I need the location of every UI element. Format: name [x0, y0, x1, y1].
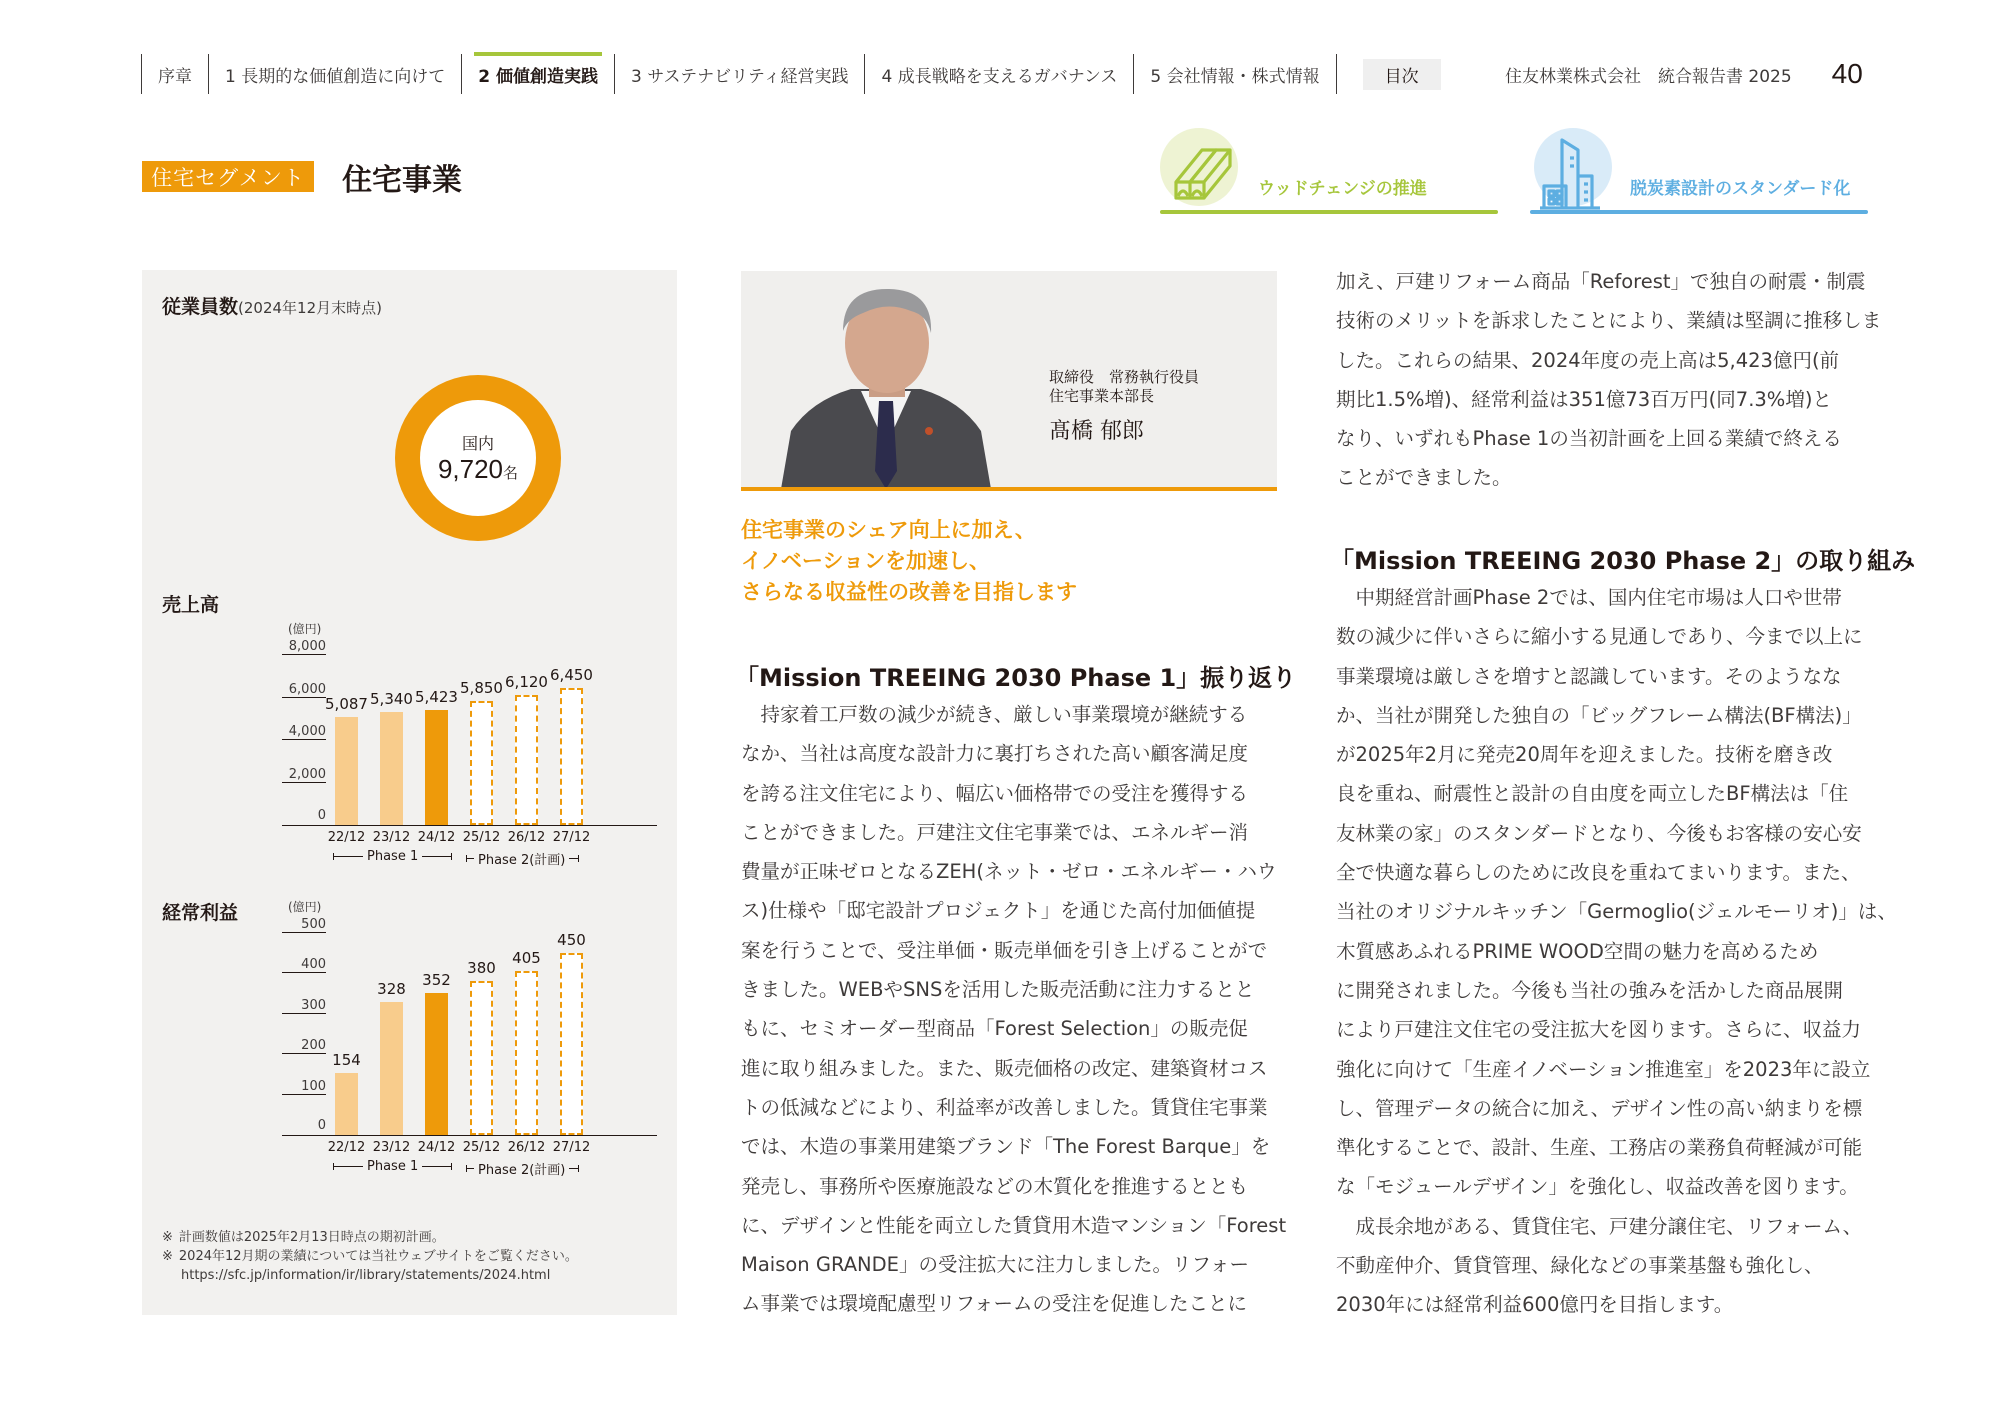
- bar-25-12: [470, 981, 493, 1135]
- note-mark: ※: [162, 1249, 173, 1264]
- body-text-line: 案を行うことで、受注単価・販売単価を引き上げることがで: [741, 938, 1268, 962]
- page-title: 住宅事業: [342, 163, 462, 198]
- y-tick-label: 300: [282, 999, 326, 1014]
- body-text-line: では、木造の事業用建築ブランド「The Forest Barque」を: [741, 1135, 1271, 1159]
- bar-value-label: 6,450: [550, 665, 593, 684]
- tag-label: ウッドチェンジの推進: [1258, 179, 1427, 199]
- body-text-line: 数の減少に伴いさらに縮小する見通しであり、今まで以上に: [1336, 625, 1863, 649]
- bar-22-12: [335, 717, 358, 825]
- bar-value-label: 405: [512, 949, 541, 968]
- x-tick-label: 27/12: [552, 830, 591, 845]
- body-text-line: 持家着工戸数の減少が続き、厳しい事業環境が継続する: [741, 703, 1248, 726]
- body-text-line: に、デザインと性能を両立した賃貸用木造マンション「Forest: [741, 1213, 1287, 1237]
- headline-line: さらなる収益性の改善を目指します: [741, 580, 1077, 604]
- x-tick-label: 24/12: [417, 830, 456, 845]
- y-axis-unit: (億円): [288, 622, 322, 636]
- nav-tab-sustainability[interactable]: 3 サステナビリティ経営実践: [614, 54, 865, 94]
- employees-subtitle: (2024年12月末時点): [238, 299, 382, 317]
- phase2-bracket: [466, 849, 579, 868]
- section-heading-phase1: 「Mission TREEING 2030 Phase 1」振り返り: [735, 664, 1297, 692]
- bar-value-label: 450: [557, 931, 586, 950]
- portrait-divider: [741, 487, 1277, 491]
- phase1-bracket: [333, 1159, 452, 1174]
- y-axis-unit: (億円): [288, 900, 322, 914]
- body-text-line: し、管理データの統合に加え、デザイン性の高い納まりを標: [1336, 1096, 1863, 1120]
- tag-wood-change: [1160, 124, 1498, 214]
- headline-line: 住宅事業のシェア向上に加え、: [741, 518, 1036, 542]
- body-text-line: 加え、戸建リフォーム商品「Reforest」で独自の耐震・制震: [1336, 270, 1866, 293]
- footnote: [162, 1247, 578, 1266]
- phase1-bracket: [333, 849, 452, 864]
- bar-23-12: [380, 712, 403, 825]
- bar-value-label: 328: [377, 980, 406, 999]
- x-tick-label: 26/12: [507, 830, 546, 845]
- body-text-line: 強化に向けて「生産イノベーション推進室」を2023年に設立: [1336, 1057, 1871, 1081]
- y-tick-label: 500: [282, 918, 326, 933]
- y-tick-label: 200: [282, 1039, 326, 1054]
- body-text-line: もに、セミオーダー型商品「Forest Selection」の販売促: [741, 1017, 1248, 1041]
- footnote: [162, 1228, 578, 1247]
- report-title: 住友林業株式会社 統合報告書 2025: [1505, 66, 1792, 87]
- x-tick-label: 23/12: [372, 830, 411, 845]
- body-text-line: きました。WEBやSNSを活用した販売活動に注力するとと: [741, 978, 1255, 1002]
- key-figures-panel: [142, 270, 677, 1315]
- bar-value-label: 352: [422, 970, 451, 989]
- page-number: 40: [1831, 58, 1863, 89]
- employees-count: 9,720: [437, 454, 504, 484]
- body-text-line: 友林業の家」のスタンダードとなり、今後もお客様の安心安: [1336, 821, 1862, 845]
- bar-value-label: 6,120: [505, 672, 548, 691]
- body-text-line: ム事業では環境配慮型リフォームの受注を促進したことに: [741, 1292, 1248, 1316]
- phase2-label: Phase 2(計画): [478, 853, 566, 868]
- x-tick-label: 23/12: [372, 1140, 411, 1155]
- bar-24-12: [425, 993, 448, 1135]
- phase1-label: Phase 1: [367, 849, 419, 864]
- body-text-line: Maison GRANDE」の受注拡大に注力しました。リフォー: [741, 1253, 1249, 1277]
- body-text-line: なり、いずれもPhase 1の当初計画を上回る業績で終える: [1336, 427, 1842, 451]
- note-mark: ※: [162, 1230, 173, 1245]
- phase2-bracket: [466, 1159, 579, 1178]
- bar-25-12: [470, 701, 493, 825]
- body-text-line: ことができました。: [1336, 466, 1512, 490]
- sales-chart: [142, 590, 677, 890]
- body-text-line: した。これらの結果、2024年度の売上高は5,423億円(前: [1336, 348, 1840, 372]
- bar-26-12: [515, 971, 538, 1135]
- executive-photo: [781, 271, 991, 489]
- employees-title-text: 従業員数: [162, 296, 239, 318]
- chart-title: 経常利益: [162, 902, 239, 924]
- body-text-line: 不動産仲介、賃貸管理、緑化などの事業基盤も強化し、: [1336, 1254, 1824, 1278]
- toc-button-wrap: [1336, 54, 1441, 94]
- body-text-line: 成長余地がある、賃貸住宅、戸建分譲住宅、リフォーム、: [1336, 1214, 1863, 1238]
- x-tick-label: 27/12: [552, 1140, 591, 1155]
- nav-tab-long-term-value[interactable]: 1 長期的な価値創造に向けて: [208, 54, 461, 94]
- bar-value-label: 154: [332, 1050, 361, 1069]
- employees-unit: 名: [503, 465, 519, 482]
- body-text-line: ス)仕様や「邸宅設計プロジェクト」を通じた高付加価値提: [741, 899, 1256, 923]
- executive-title-line2: 住宅事業本部長: [1049, 387, 1155, 405]
- nav-tab-prologue[interactable]: 序章: [141, 54, 208, 94]
- body-text-line: か、当社が開発した独自の「ビッグフレーム構法(BF構法)」: [1336, 703, 1862, 727]
- phase2-body: [1336, 578, 1897, 1325]
- top-navigation: [141, 54, 1441, 94]
- segment-badge: 住宅セグメント: [142, 161, 314, 192]
- ordinary-profit-chart: [142, 898, 677, 1198]
- chart-title: 売上高: [162, 594, 220, 616]
- body-text-line: 2030年には経常利益600億円を目指します。: [1336, 1293, 1734, 1317]
- phase1-label: Phase 1: [367, 1159, 419, 1174]
- x-axis-line: [282, 1135, 657, 1136]
- x-axis-line: [282, 825, 657, 826]
- x-tick-label: 25/12: [462, 830, 501, 845]
- footnote-url: [162, 1266, 578, 1285]
- y-tick-label: 8,000: [282, 640, 326, 655]
- tag-decarbonized-design: [1530, 124, 1868, 214]
- header-right: [1505, 58, 1863, 90]
- body-text-line: を誇る注文住宅により、幅広い価格帯での受注を獲得する: [741, 781, 1249, 805]
- body-text-line: 費量が正味ゼロとなるZEH(ネット・ゼロ・エネルギー・ハウ: [741, 860, 1277, 884]
- body-text-line: 中期経営計画Phase 2では、国内住宅市場は人口や世帯: [1336, 586, 1842, 609]
- body-text-line: 当社のオリジナルキッチン「Germoglio(ジェルモーリオ)」は、: [1336, 900, 1897, 924]
- y-tick-label: 4,000: [282, 725, 326, 740]
- y-tick-label: 400: [282, 958, 326, 973]
- bar-value-label: 5,423: [415, 687, 458, 706]
- ir-statements-link[interactable]: https://sfc.jp/information/ir/library/statements/2024.html: [181, 1268, 551, 1283]
- nav-tab-value-creation-practice[interactable]: 2 価値創造実践: [461, 54, 614, 94]
- y-tick-label: 0: [317, 808, 326, 823]
- body-text-line: なか、当社は高度な設計力に裏打ちされた高い顧客満足度: [741, 742, 1249, 766]
- body-text-line: 技術のメリットを訴求したことにより、業績は堅調に推移しま: [1336, 309, 1882, 333]
- section-heading-phase2: 「Mission TREEING 2030 Phase 2」の取り組み: [1330, 547, 1916, 575]
- toc-button[interactable]: 目次: [1363, 59, 1441, 90]
- bar-value-label: 380: [467, 959, 496, 978]
- x-tick-label: 26/12: [507, 1140, 546, 1155]
- executive-title-line1: 取締役 常務執行役員: [1049, 368, 1200, 386]
- body-text-line: 良を重ね、耐震性と設計の自由度を両立したBF構法は「住: [1336, 782, 1849, 806]
- bar-24-12: [425, 710, 448, 825]
- lumber-icon: [1172, 138, 1234, 202]
- phase1-body-col2: [741, 695, 1286, 1324]
- employees-donut: [395, 375, 561, 541]
- body-text-line: トの低減などにより、利益率が改善しました。賃貸住宅事業: [741, 1095, 1268, 1119]
- tag-label: 脱炭素設計のスタンダード化: [1630, 179, 1851, 199]
- bar-22-12: [335, 1073, 358, 1135]
- bar-23-12: [380, 1002, 403, 1135]
- bar-value-label: 5,850: [460, 678, 503, 697]
- headline-line: イノベーションを加速し、: [741, 549, 991, 573]
- y-tick-label: 6,000: [282, 683, 326, 698]
- body-text-line: により戸建注文住宅の受注拡大を図ります。さらに、収益力: [1336, 1018, 1861, 1042]
- x-tick-label: 22/12: [327, 1140, 366, 1155]
- footnotes: [162, 1228, 578, 1285]
- y-tick-label: 0: [317, 1118, 326, 1133]
- bar-27-12: [560, 688, 583, 825]
- note-text: 2024年12月期の業績については当社ウェブサイトをご覧ください。: [178, 1249, 578, 1264]
- phase2-label: Phase 2(計画): [478, 1163, 566, 1178]
- body-text-line: 進に取り組みました。また、販売価格の改定、建築資材コス: [741, 1056, 1268, 1080]
- phase1-body-col3: [1336, 262, 1881, 498]
- body-text-line: に開発されました。今後も当社の強みを活かした商品展開: [1336, 978, 1844, 1002]
- bar-value-label: 5,087: [325, 694, 368, 713]
- employees-label: 国内: [461, 434, 494, 453]
- body-text-line: ことができました。戸建注文住宅事業では、エネルギー消: [741, 820, 1249, 844]
- body-text-line: な「モジュールデザイン」を強化し、収益改善を図ります。: [1336, 1175, 1859, 1199]
- y-tick-label: 2,000: [282, 768, 326, 783]
- body-text-line: 事業環境は厳しさを増すと認識しています。そのようなな: [1336, 664, 1842, 688]
- bar-value-label: 5,340: [370, 689, 413, 708]
- donut-center: [420, 400, 536, 516]
- note-text: 計画数値は2025年2月13日時点の期初計画。: [178, 1230, 445, 1245]
- body-text-line: 木質感あふれるPRIME WOOD空間の魅力を高めるため: [1336, 939, 1819, 963]
- executive-portrait-panel: [741, 271, 1277, 491]
- nav-tab-governance[interactable]: 4 成長戦略を支えるガバナンス: [864, 54, 1133, 94]
- body-text-line: が2025年2月に発売20周年を迎えました。技術を磨き改: [1336, 743, 1833, 767]
- body-text-line: 期比1.5%増)、経常利益は351億73百万円(同7.3%増)と: [1336, 387, 1832, 411]
- nav-tab-company-info[interactable]: 5 会社情報・株式情報: [1133, 54, 1335, 94]
- executive-name: 髙橋 郁郎: [1049, 419, 1144, 444]
- buildings-icon: [1540, 130, 1614, 210]
- x-tick-label: 25/12: [462, 1140, 501, 1155]
- y-tick-label: 100: [282, 1080, 326, 1095]
- executive-title: [1049, 368, 1199, 406]
- employees-title: [162, 292, 382, 319]
- x-tick-label: 24/12: [417, 1140, 456, 1155]
- x-tick-label: 22/12: [327, 830, 366, 845]
- body-text-line: 全で快適な暮らしのために改良を重ねてまいります。また、: [1336, 861, 1861, 885]
- bar-26-12: [515, 695, 538, 825]
- body-text-line: 発売し、事務所や医療施設などの木質化を推進するととも: [741, 1174, 1249, 1198]
- tag-underline: [1160, 210, 1498, 214]
- tag-underline: [1530, 210, 1868, 214]
- bar-27-12: [560, 953, 583, 1135]
- body-text-line: 準化することで、設計、生産、工務店の業務負荷軽減が可能: [1336, 1136, 1863, 1160]
- headline-message: [741, 515, 1077, 608]
- employees-value: [438, 454, 518, 485]
